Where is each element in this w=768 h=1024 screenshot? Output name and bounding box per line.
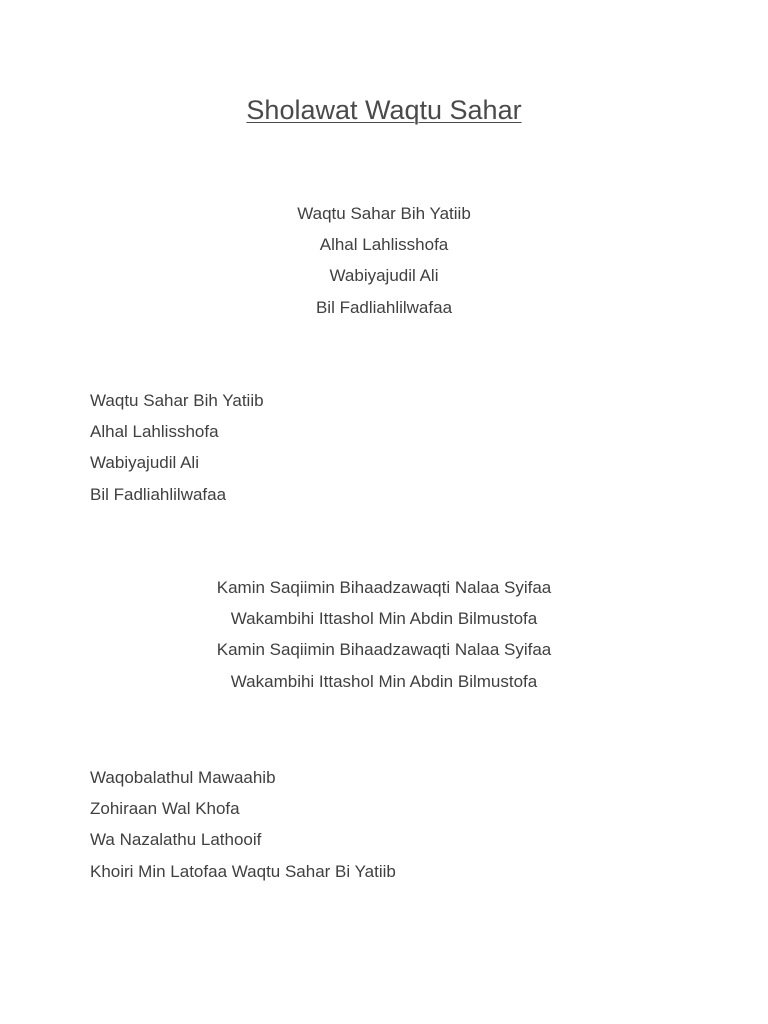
lyric-line: Alhal Lahlisshofa [90,422,219,442]
lyric-line: Kamin Saqiimin Bihaadzawaqti Nalaa Syifaa [216,578,552,597]
lyric-line: Alhal Lahlisshofa [319,235,449,255]
lyric-line: Wakambihi Ittashol Min Abdin Bilmustofa [230,609,538,629]
stanza-2 [90,385,730,510]
lyric-line: Waqtu Sahar Bih Yatiib [297,204,471,223]
lyric-line: Wabiyajudil Ali [329,266,439,286]
stanza-1 [0,198,768,323]
lyric-line: Bil Fadliahlilwafaa [315,297,453,317]
stanza-4 [90,762,730,887]
lyric-line: Waqtu Sahar Bih Yatiib [90,391,264,410]
lyric-line: Wakambihi Ittashol Min Abdin Bilmustofa [230,671,538,691]
stanza-3 [0,572,768,697]
document-title: Sholawat Waqtu Sahar [246,95,522,125]
lyric-line: Wabiyajudil Ali [90,453,199,473]
lyric-line: Kamin Saqiimin Bihaadzawaqti Nalaa Syifaa [216,640,552,660]
lyric-line: Wa Nazalathu Lathooif [90,830,262,850]
lyric-line: Waqobalathul Mawaahib [90,768,276,787]
lyric-line: Bil Fadliahlilwafaa [90,484,227,504]
lyric-line: Zohiraan Wal Khofa [90,799,240,819]
lyric-line: Khoiri Min Latofaa Waqtu Sahar Bi Yatiib [90,861,396,881]
